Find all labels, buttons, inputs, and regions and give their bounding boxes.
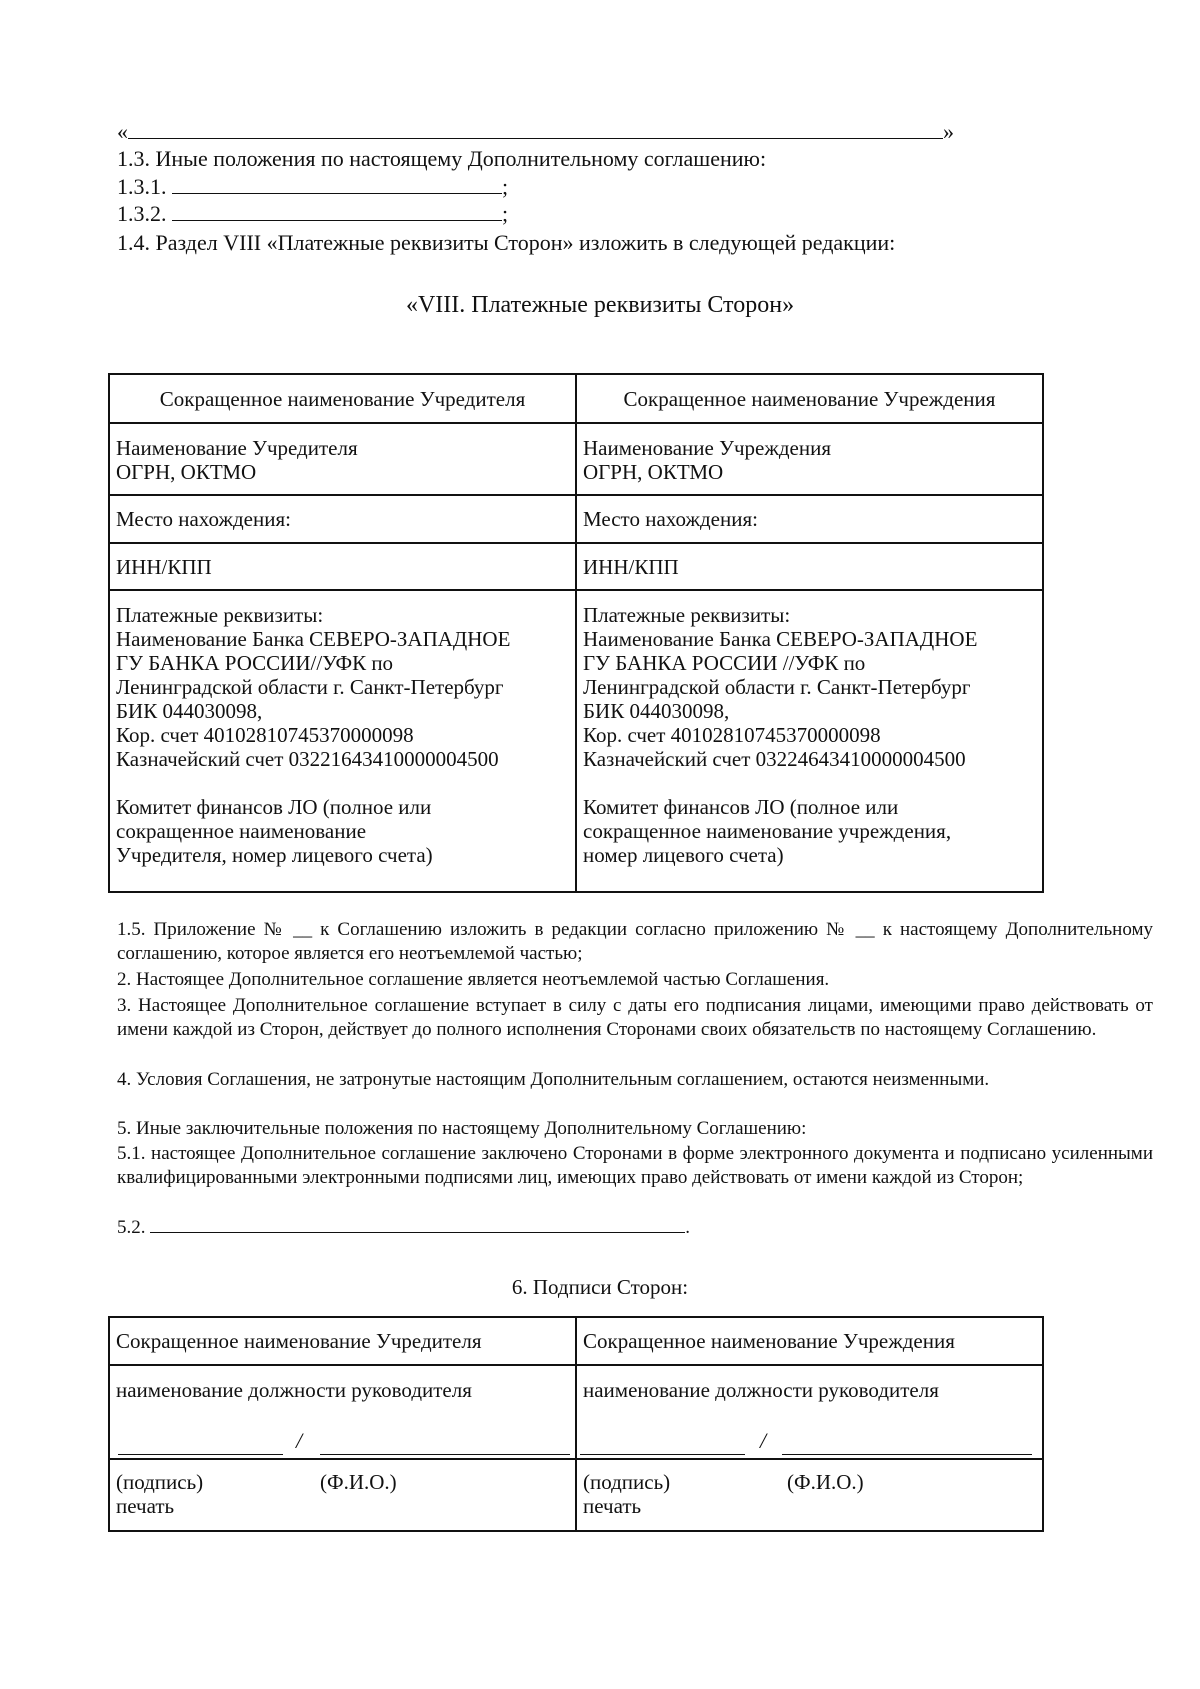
clause-1-3-1-number: 1.3.1.: [117, 174, 167, 199]
institution-inn: ИНН/КПП: [576, 543, 1043, 590]
clause-1-3: 1.3. Иные положения по настоящему Дополнительному соглашению:: [117, 146, 767, 171]
founder-location: Место нахождения:: [109, 495, 576, 543]
founder-position: наименование должности руководителя: [116, 1378, 472, 1402]
institution-seal-label: печать: [583, 1494, 642, 1518]
founder-name-cell: [109, 423, 576, 495]
institution-ogrn: ОГРН, ОКТМО: [583, 460, 724, 484]
quote-line: [117, 118, 954, 145]
founder-signature-line: [118, 1454, 283, 1455]
committee-line: Комитет финансов ЛО (полное или: [583, 795, 899, 819]
requisites-table: [108, 373, 1044, 893]
committee-line: сокращенное наименование учреждения,: [583, 819, 952, 843]
founder-sign-header: Сокращенное наименование Учредителя: [109, 1317, 576, 1365]
clause-1-3-2: [117, 200, 508, 227]
blank-line: [172, 200, 502, 221]
paragraph-5-2-number: 5.2.: [117, 1217, 146, 1238]
founder-sign-area: [109, 1365, 576, 1459]
pay-line: ГУ БАНКА РОССИИ//УФК по: [116, 651, 394, 675]
semicolon: ;: [502, 174, 509, 199]
period: .: [685, 1217, 690, 1238]
pay-line: Кор. счет 40102810745370000098: [583, 723, 881, 747]
blank-line: [150, 1214, 685, 1233]
founder-inn: ИНН/КПП: [109, 543, 576, 590]
institution-sign-header: Сокращенное наименование Учреждения: [576, 1317, 1043, 1365]
pay-line: БИК 044030098,: [116, 699, 263, 723]
clause-1-3-1: [117, 173, 508, 200]
institution-signature-line: [580, 1454, 745, 1455]
institution-fio-line: [782, 1454, 1032, 1455]
founder-slash: /: [296, 1428, 303, 1453]
founder-short-name-header: Сокращенное наименование Учредителя: [109, 374, 576, 423]
clause-1-3-2-number: 1.3.2.: [117, 201, 167, 226]
pay-line: Ленинградской области г. Санкт-Петербург: [116, 675, 504, 699]
paragraph-3: 3. Настоящее Дополнительное соглашение вступает в силу с даты его подписания лицами, имеющими право действовать от имени каждой из Сторон, действует до полного исполнения Сторонами своих обязательств по настоящему Соглашению.: [117, 995, 1153, 1040]
pay-line: Казначейский счет 03224643410000004500: [583, 747, 966, 771]
founder-payment-details: [109, 590, 576, 892]
founder-name: Наименование Учредителя: [116, 436, 358, 460]
founder-seal-label: печать: [116, 1494, 175, 1518]
committee-line: Комитет финансов ЛО (полное или: [116, 795, 432, 819]
pay-line: Казначейский счет 03221643410000004500: [116, 747, 499, 771]
signatures-table: [108, 1316, 1044, 1532]
clause-1-4: 1.4. Раздел VIII «Платежные реквизиты Сторон» изложить в следующей редакции:: [117, 230, 896, 255]
institution-position: наименование должности руководителя: [583, 1378, 939, 1402]
committee-line: номер лицевого счета): [583, 843, 784, 867]
paragraph-5-1: 5.1. настоящее Дополнительное соглашение заключено Сторонами в форме электронного документа и подписано усиленными квалифицированными электронными подписями лиц, имеющих право действовать от имени каждой из Сторон;: [117, 1143, 1153, 1188]
institution-sign-label: (подпись): [583, 1470, 671, 1494]
quote-open: «: [117, 119, 128, 144]
founder-ogrn: ОГРН, ОКТМО: [116, 460, 257, 484]
institution-name: Наименование Учреждения: [583, 436, 831, 460]
committee-line: Учредителя, номер лицевого счета): [116, 843, 433, 867]
pay-line: Наименование Банка СЕВЕРО-ЗАПАДНОЕ: [116, 627, 511, 651]
institution-short-name-header: Сокращенное наименование Учреждения: [576, 374, 1043, 423]
institution-payment-details: [576, 590, 1043, 892]
committee-line: сокращенное наименование: [116, 819, 367, 843]
signatures-title: 6. Подписи Сторон:: [511, 1275, 689, 1299]
pay-line: БИК 044030098,: [583, 699, 730, 723]
founder-fio-line: [320, 1454, 570, 1455]
pay-line: Кор. счет 40102810745370000098: [116, 723, 414, 747]
paragraph-2: 2. Настоящее Дополнительное соглашение является неотъемлемой частью Соглашения.: [117, 969, 830, 990]
institution-fio-label: (Ф.И.О.): [787, 1470, 864, 1494]
paragraph-1-5: 1.5. Приложение № __ к Соглашению изложить в редакции согласно приложению № __ к настоящему Дополнительному соглашению, которое является его неотъемлемой частью;: [117, 919, 1153, 964]
pay-line: Платежные реквизиты:: [583, 603, 791, 627]
paragraph-4: 4. Условия Соглашения, не затронутые настоящим Дополнительным соглашением, остаются неизменными.: [117, 1069, 990, 1090]
blank-line: [172, 173, 502, 194]
institution-location: Место нахождения:: [576, 495, 1043, 543]
blank-line: [128, 118, 943, 139]
quote-close: »: [943, 119, 954, 144]
founder-fio-label: (Ф.И.О.): [320, 1470, 397, 1494]
pay-line: ГУ БАНКА РОССИИ //УФК по: [583, 651, 866, 675]
paragraph-5-2: [117, 1214, 690, 1240]
pay-line: Наименование Банка СЕВЕРО-ЗАПАДНОЕ: [583, 627, 978, 651]
paragraph-5: 5. Иные заключительные положения по настоящему Дополнительному Соглашению:: [117, 1118, 807, 1139]
pay-line: Ленинградской области г. Санкт-Петербург: [583, 675, 971, 699]
section-title: «VIII. Платежные реквизиты Сторон»: [405, 292, 795, 318]
semicolon: ;: [502, 201, 509, 226]
institution-name-cell: [576, 423, 1043, 495]
pay-line: Платежные реквизиты:: [116, 603, 324, 627]
founder-sign-caption: [109, 1459, 576, 1531]
institution-sign-caption: [576, 1459, 1043, 1531]
founder-sign-label: (подпись): [116, 1470, 204, 1494]
institution-sign-area: [576, 1365, 1043, 1459]
institution-slash: /: [760, 1428, 767, 1453]
